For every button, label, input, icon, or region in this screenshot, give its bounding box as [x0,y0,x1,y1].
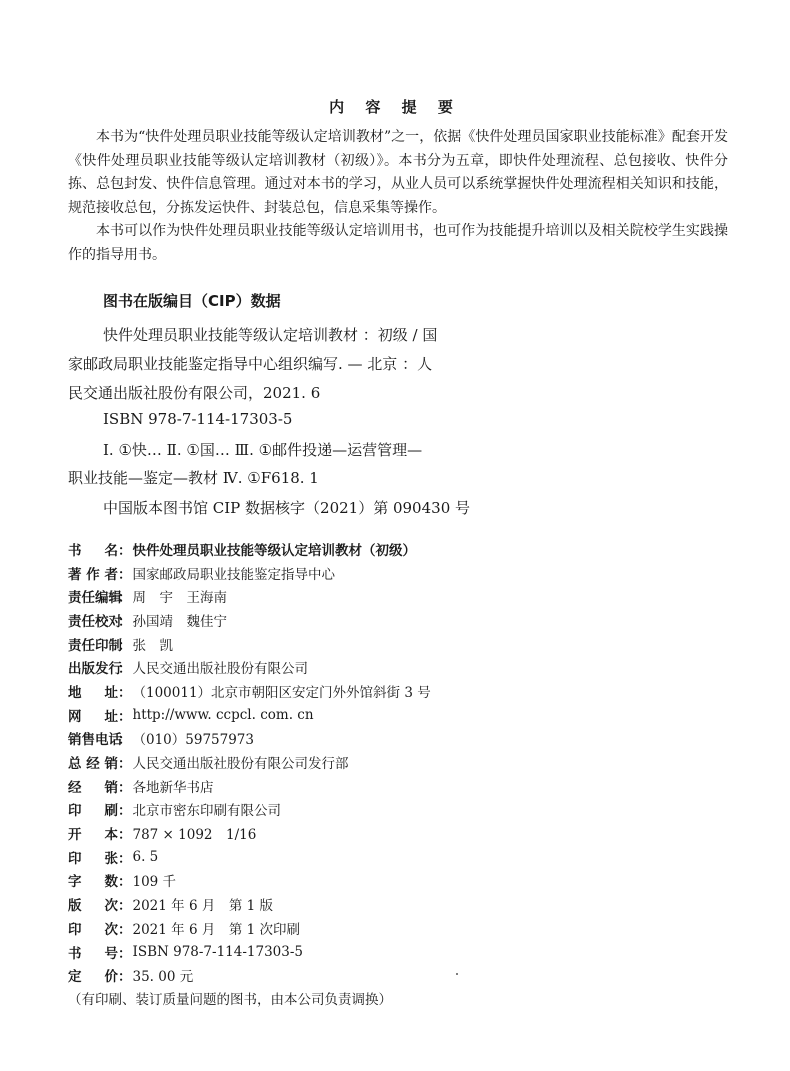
info-colon: ： [118,921,132,938]
cip-isbn: ISBN 978-7-114-17303-5 [103,410,293,428]
info-label: 责任编辑 [68,590,122,607]
info-row [68,916,728,940]
summary-title: 内 容 提 要 [329,98,461,116]
info-colon: ： [118,590,132,607]
info-value: 2021 年 6 月 第 1 版 [132,898,273,915]
info-colon: ： [118,684,132,701]
info-label: 责任印制 [68,637,122,654]
info-value: 人民交通出版社股份有限公司 [132,661,308,678]
info-row [68,655,728,679]
cip-classification-2: 职业技能—鉴定—教材 Ⅳ. ①F618. 1 [68,469,319,487]
info-label: 书名 [68,542,118,559]
scan-speck [456,973,458,975]
info-label: 印次 [68,921,118,938]
info-row [68,940,728,964]
info-label: 定价 [68,969,118,986]
info-value: 787 × 1092 1/16 [132,827,257,844]
info-row [68,750,728,774]
info-value: 人民交通出版社股份有限公司发行部 [132,756,349,773]
info-label: 总经销 [68,756,118,773]
info-value: 2021 年 6 月 第 1 次印刷 [132,921,300,938]
info-value: （100011）北京市朝阳区安定门外外馆斜街 3 号 [132,684,431,701]
summary-paragraph-2: 本书可以作为快件处理员职业技能等级认定培训用书，也可作为技能提升培训以及相关院校学生实践操作的指导用书。 [68,223,728,263]
info-colon: ： [118,637,132,654]
cip-record-number: 中国版本图书馆 CIP 数据核字（2021）第 090430 号 [103,499,471,517]
info-value: 张 凯 [132,637,173,654]
info-colon: ： [118,945,132,962]
info-colon: ： [118,827,132,844]
summary-paragraph-1: 本书为“快件处理员职业技能等级认定培训教材”之一，依据《快件处理员国家职业技能标准》配套开发《快件处理员职业技能等级认定培训教材（初级）》。本书分为五章，即快件处理流程、总包接收、快件分拣、总包封发、快件信息管理。通过对本书的学习，从业人员可以系统掌握快件处理流程相关知识和技能，规范接收总包，分拣发运快件、封装总包，信息采集等操作。 [68,129,728,216]
info-value: 国家邮政局职业技能鉴定指导中心 [132,566,335,583]
quality-notice: （有印刷、装订质量问题的图书，由本公司负责调换） [68,992,392,1008]
info-value: 北京市密东印刷有限公司 [132,803,281,820]
info-value: 快件处理员职业技能等级认定培训教材（初级） [132,542,416,559]
info-colon: ： [118,969,132,986]
info-row [68,561,728,585]
info-row [68,845,728,869]
info-value: 6. 5 [132,848,159,865]
info-colon: ： [118,613,132,630]
info-label: 经销 [68,779,118,796]
summary-body [68,126,728,267]
publication-info [68,537,728,987]
info-label: 字数 [68,874,118,891]
info-colon: ： [118,566,132,583]
info-colon: ： [118,874,132,891]
info-colon: ： [118,542,132,559]
info-row [68,869,728,893]
info-row [68,584,728,608]
cip-heading: 图书在版编目（CIP）数据 [103,292,281,310]
info-row [68,608,728,632]
info-colon: ： [118,708,132,725]
cip-line-2: 家邮政局职业技能鉴定指导中心组织编写. — 北京 ：人 [68,355,433,373]
info-row [68,703,728,727]
info-colon: ： [118,803,132,820]
info-label: 网址 [68,708,118,725]
info-label: 出版发行 [68,661,122,678]
info-label: 责任校对 [68,613,122,630]
info-colon: ： [118,756,132,773]
cip-line-1: 快件处理员职业技能等级认定培训教材 ：初级 / 国 [103,326,438,344]
info-label: 著作者 [68,566,118,583]
info-value: 各地新华书店 [132,779,214,796]
info-colon: ： [118,661,132,678]
info-row [68,679,728,703]
info-row [68,798,728,822]
info-row [68,727,728,751]
info-value: 35. 00 元 [132,969,194,986]
info-colon: ： [118,898,132,915]
info-value: 周 宇 王海南 [132,590,227,607]
info-label: 开本 [68,827,118,844]
info-row [68,537,728,561]
info-value: ISBN 978-7-114-17303-5 [132,943,304,960]
info-row [68,963,728,987]
info-row [68,821,728,845]
info-colon: ： [118,850,132,867]
info-colon: ： [118,732,132,749]
info-label: 印张 [68,850,118,867]
info-label: 销售电话 [68,732,122,749]
info-label: 印刷 [68,803,118,820]
info-value: （010）59757973 [132,732,254,749]
info-value: 109 千 [132,874,177,891]
info-label: 地址 [68,684,118,701]
info-value: http://www. ccpcl. com. cn [132,706,314,723]
info-label: 版次 [68,898,118,915]
info-row [68,774,728,798]
info-row [68,632,728,656]
info-row [68,892,728,916]
cip-line-3: 民交通出版社股份有限公司，2021. 6 [68,384,321,402]
cip-classification-1: Ⅰ. ①快… Ⅱ. ①国… Ⅲ. ①邮件投递—运营管理— [103,441,423,459]
info-colon: ： [118,779,132,796]
info-value: 孙国靖 魏佳宁 [132,613,227,630]
info-label: 书号 [68,945,118,962]
